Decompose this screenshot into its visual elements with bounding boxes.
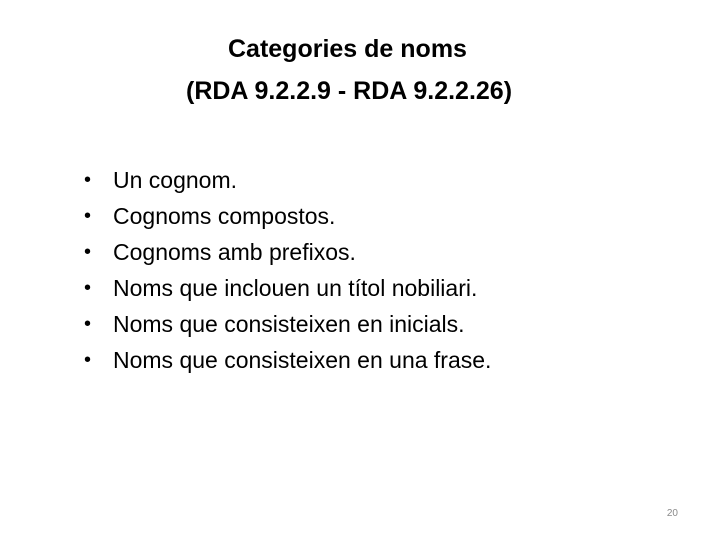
list-item-text: Un cognom. xyxy=(113,167,238,193)
list-item-text: Cognoms compostos. xyxy=(113,203,336,229)
bullet-icon: • xyxy=(84,277,92,299)
list-item-text: Noms que inclouen un títol nobiliari. xyxy=(113,275,478,301)
bullet-icon: • xyxy=(84,349,92,371)
page-number: 20 xyxy=(666,508,678,519)
bullet-icon: • xyxy=(84,205,92,227)
list-item-text: Noms que consisteixen en una frase. xyxy=(113,347,492,373)
list-item-text: Cognoms amb prefixos. xyxy=(113,239,356,265)
bullet-icon: • xyxy=(84,169,92,191)
title-line-1: Categories de noms xyxy=(228,35,467,63)
bullet-icon: • xyxy=(84,313,92,335)
bullet-icon: • xyxy=(84,241,92,263)
list-item-text: Noms que consisteixen en inicials. xyxy=(113,311,465,337)
title-line-2: (RDA 9.2.2.9 - RDA 9.2.2.26) xyxy=(186,77,513,105)
